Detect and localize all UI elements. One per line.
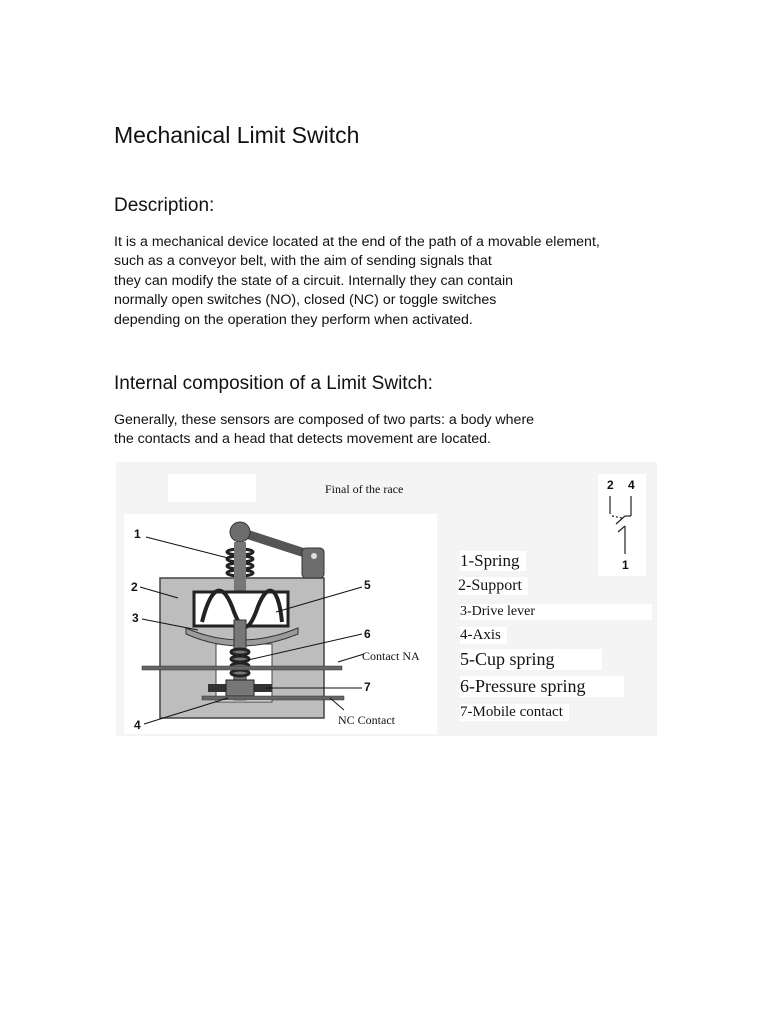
callout-3: 3 — [132, 611, 139, 625]
composition-line: the contacts and a head that detects movement are located. — [114, 431, 491, 448]
description-line: such as a conveyor belt, with the aim of sending signals that — [114, 253, 492, 270]
symbol-label-4: 4 — [628, 478, 635, 492]
callout-2: 2 — [131, 580, 138, 594]
callout-6: 6 — [364, 627, 371, 641]
limit-switch-figure — [116, 462, 657, 736]
legend-item-cup-spring: 5-Cup spring — [460, 649, 602, 670]
symbol-label-2: 2 — [607, 478, 614, 492]
legend-item-pressure-spring: 6-Pressure spring — [460, 676, 624, 697]
switch-symbol — [598, 474, 646, 576]
nc-contact-label: NC Contact — [338, 713, 395, 727]
description-paragraph — [114, 233, 600, 330]
legend-item-mobile-contact: 7-Mobile contact — [460, 704, 569, 721]
callout-4: 4 — [134, 718, 141, 732]
composition-paragraph — [114, 411, 534, 450]
legend-item-axis: 4-Axis — [460, 627, 507, 644]
description-line: normally open switches (NO), closed (NC) or toggle switches — [114, 292, 497, 309]
contact-na-label: Contact NA — [362, 649, 420, 663]
composition-line: Generally, these sensors are composed of two parts: a body where — [114, 412, 535, 428]
callout-5: 5 — [364, 578, 371, 592]
description-line: depending on the operation they perform when activated. — [114, 311, 473, 328]
symbol-label-1: 1 — [622, 558, 629, 572]
page-title: Mechanical Limit Switch — [114, 122, 360, 148]
legend-item-spring: 1-Spring — [460, 551, 526, 571]
figure-caption: Final of the race — [325, 482, 404, 496]
legend-item-support: 2-Support — [458, 577, 528, 595]
composition-heading: Internal composition of a Limit Switch: — [114, 373, 433, 394]
legend-item-drive-lever: 3-Drive lever — [460, 604, 652, 620]
description-line: It is a mechanical device located at the end of the path of a movable element, — [114, 234, 600, 250]
description-heading: Description: — [114, 195, 215, 216]
callout-1: 1 — [134, 527, 141, 541]
callout-7: 7 — [364, 680, 371, 694]
description-line: they can modify the state of a circuit. Internally they can contain — [114, 272, 514, 289]
